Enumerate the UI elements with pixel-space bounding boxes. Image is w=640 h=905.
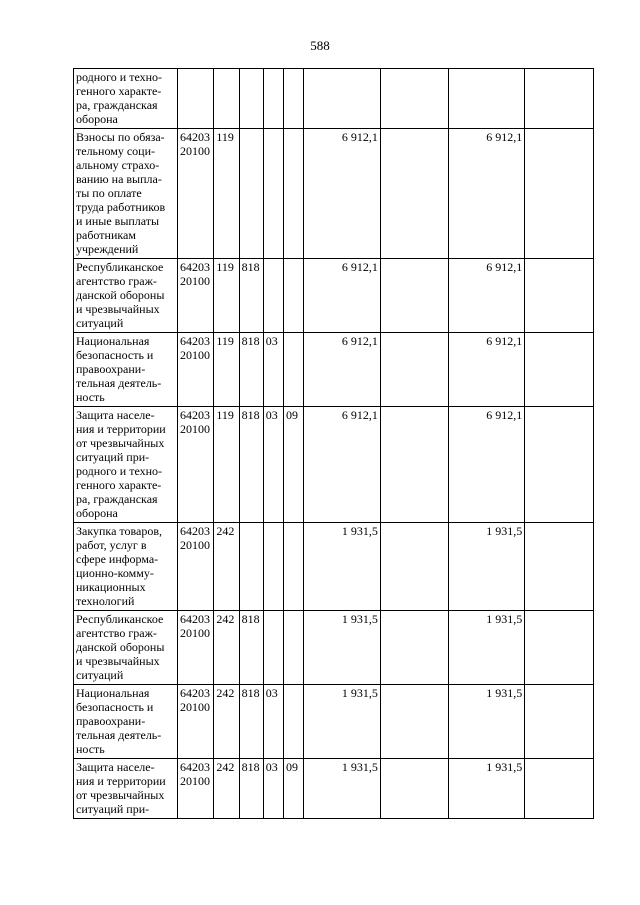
cell-sum-4 [525, 685, 594, 759]
cell-subsection [283, 69, 303, 129]
cell-section: 03 [263, 685, 283, 759]
cell-expense-type [214, 69, 239, 129]
cell-sum-3: 6 912,1 [448, 407, 525, 523]
cell-expense-type: 242 [214, 611, 239, 685]
cell-expense-type: 119 [214, 407, 239, 523]
cell-sum-1: 6 912,1 [304, 407, 381, 523]
cell-sum-2 [380, 407, 448, 523]
cell-sum-4 [525, 69, 594, 129]
cell-target-article: 64203 20100 [178, 407, 214, 523]
cell-sum-1 [304, 69, 381, 129]
cell-target-article: 64203 20100 [178, 611, 214, 685]
cell-target-article: 64203 20100 [178, 759, 214, 819]
cell-name: Национальная безопасность и правоохрани- тельная деятель- ность [74, 333, 178, 407]
cell-target-article: 64203 20100 [178, 685, 214, 759]
cell-name: Защита населе- ния и территории от чрезвычайных ситуаций при- родного и техно- генного характе- ра, гражданская оборона [74, 407, 178, 523]
cell-name: Взносы по обяза- тельному соци- альному страхо- ванию на выпла- ты по оплате труда работников и иные выплаты работникам учреждений [74, 129, 178, 259]
cell-subsection [283, 259, 303, 333]
cell-sum-4 [525, 259, 594, 333]
cell-administrator [239, 523, 263, 611]
cell-sum-2 [380, 759, 448, 819]
cell-sum-1: 1 931,5 [304, 523, 381, 611]
cell-subsection [283, 333, 303, 407]
cell-sum-4 [525, 407, 594, 523]
cell-name: Республиканское агентство граж- данской обороны и чрезвычайных ситуаций [74, 259, 178, 333]
cell-expense-type: 242 [214, 685, 239, 759]
cell-subsection: 09 [283, 759, 303, 819]
cell-sum-3: 1 931,5 [448, 611, 525, 685]
cell-expense-type: 242 [214, 523, 239, 611]
cell-sum-4 [525, 611, 594, 685]
cell-name: Закупка товаров, работ, услуг в сфере информа- ционно-комму- никационных технологий [74, 523, 178, 611]
cell-administrator: 818 [239, 685, 263, 759]
cell-administrator: 818 [239, 333, 263, 407]
cell-section [263, 523, 283, 611]
cell-sum-1: 6 912,1 [304, 129, 381, 259]
cell-sum-2 [380, 333, 448, 407]
cell-section [263, 129, 283, 259]
cell-administrator: 818 [239, 407, 263, 523]
cell-target-article: 64203 20100 [178, 259, 214, 333]
cell-administrator: 818 [239, 611, 263, 685]
cell-sum-1: 1 931,5 [304, 685, 381, 759]
cell-expense-type: 119 [214, 259, 239, 333]
cell-sum-2 [380, 259, 448, 333]
cell-section [263, 259, 283, 333]
cell-expense-type: 119 [214, 333, 239, 407]
cell-sum-3: 6 912,1 [448, 129, 525, 259]
cell-sum-3: 6 912,1 [448, 259, 525, 333]
page-number: 588 [310, 38, 330, 53]
cell-sum-3: 1 931,5 [448, 685, 525, 759]
cell-target-article: 64203 20100 [178, 523, 214, 611]
table-row [74, 407, 594, 523]
cell-sum-2 [380, 611, 448, 685]
cell-section [263, 69, 283, 129]
cell-sum-3: 1 931,5 [448, 759, 525, 819]
cell-sum-2 [380, 685, 448, 759]
cell-section: 03 [263, 759, 283, 819]
cell-expense-type: 119 [214, 129, 239, 259]
cell-sum-1: 1 931,5 [304, 759, 381, 819]
table-body [74, 69, 594, 819]
cell-subsection [283, 685, 303, 759]
cell-name: Национальная безопасность и правоохрани- тельная деятель- ность [74, 685, 178, 759]
cell-section: 03 [263, 407, 283, 523]
cell-subsection [283, 611, 303, 685]
cell-sum-4 [525, 759, 594, 819]
table-row [74, 523, 594, 611]
cell-administrator: 818 [239, 259, 263, 333]
cell-section: 03 [263, 333, 283, 407]
cell-sum-2 [380, 69, 448, 129]
cell-expense-type: 242 [214, 759, 239, 819]
cell-administrator: 818 [239, 759, 263, 819]
cell-sum-2 [380, 129, 448, 259]
cell-sum-3: 1 931,5 [448, 523, 525, 611]
cell-section [263, 611, 283, 685]
cell-name: родного и техно- генного характе- ра, гражданская оборона [74, 69, 178, 129]
cell-sum-3 [448, 69, 525, 129]
cell-sum-4 [525, 333, 594, 407]
cell-sum-4 [525, 523, 594, 611]
budget-table [73, 68, 594, 819]
cell-target-article [178, 69, 214, 129]
table-row [74, 259, 594, 333]
table-row [74, 333, 594, 407]
cell-subsection [283, 129, 303, 259]
cell-sum-1: 6 912,1 [304, 259, 381, 333]
cell-sum-1: 6 912,1 [304, 333, 381, 407]
cell-target-article: 64203 20100 [178, 333, 214, 407]
cell-administrator [239, 129, 263, 259]
table-row [74, 685, 594, 759]
cell-subsection [283, 523, 303, 611]
table-row [74, 759, 594, 819]
table-row [74, 129, 594, 259]
cell-administrator [239, 69, 263, 129]
cell-name: Республиканское агентство граж- данской обороны и чрезвычайных ситуаций [74, 611, 178, 685]
cell-sum-2 [380, 523, 448, 611]
cell-target-article: 64203 20100 [178, 129, 214, 259]
cell-name: Защита населе- ния и территории от чрезвычайных ситуаций при- [74, 759, 178, 819]
table-row [74, 611, 594, 685]
cell-subsection: 09 [283, 407, 303, 523]
cell-sum-3: 6 912,1 [448, 333, 525, 407]
cell-sum-4 [525, 129, 594, 259]
cell-sum-1: 1 931,5 [304, 611, 381, 685]
table-row [74, 69, 594, 129]
